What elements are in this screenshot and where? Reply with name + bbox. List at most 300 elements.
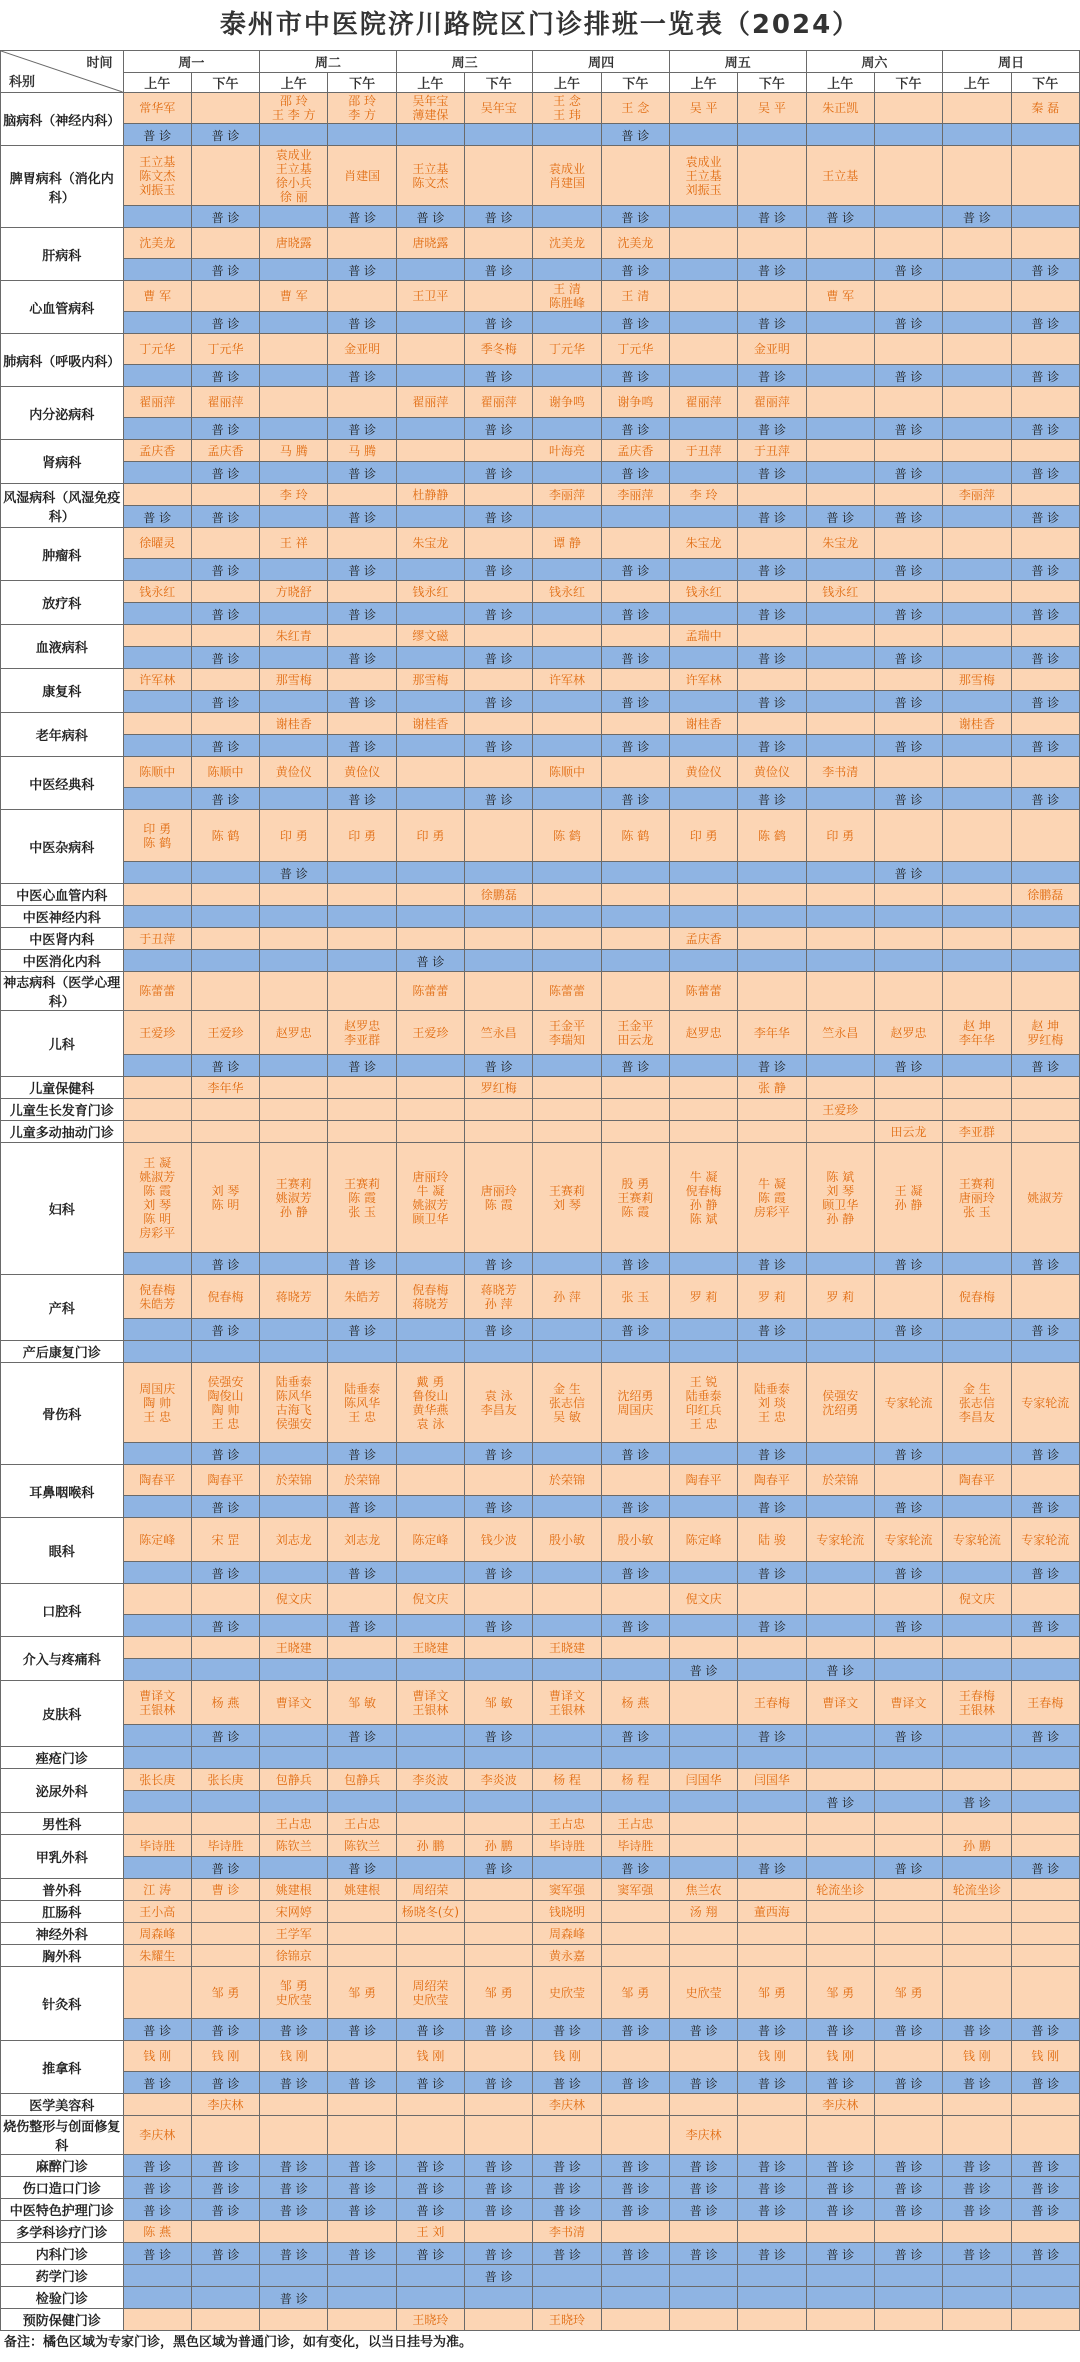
general-clinic-label: 普 诊	[758, 423, 786, 437]
expert-cell	[601, 2221, 669, 2243]
general-clinic-label: 普 诊	[348, 317, 377, 331]
expert-cell: 朱正凯	[806, 93, 874, 124]
general-cell	[738, 950, 806, 972]
general-cell	[874, 603, 942, 625]
table-row	[1, 440, 1080, 462]
expert-cell	[806, 1901, 874, 1923]
general-cell	[874, 2287, 942, 2309]
expert-cell: 倪春梅 朱皓芳	[123, 1275, 191, 1319]
am-header: 上午	[669, 73, 737, 93]
expert-cell	[738, 581, 806, 603]
expert-cell: 翟丽萍	[123, 387, 191, 418]
expert-cell: 朱红青	[260, 625, 328, 647]
expert-cell	[260, 2309, 328, 2331]
expert-cell: 赵 坤 罗红梅	[1011, 1011, 1080, 1055]
expert-cell: 王 清 陈胜峰	[533, 281, 601, 312]
expert-cell	[465, 2221, 533, 2243]
am-header: 上午	[260, 73, 328, 93]
general-cell	[1011, 906, 1080, 928]
expert-cell: 陶春平	[738, 1465, 806, 1496]
expert-cell	[1011, 757, 1080, 788]
department-name: 医学美容科	[1, 2094, 124, 2116]
general-clinic-label: 普 诊	[1031, 2077, 1060, 2091]
expert-cell: 王 祥	[260, 528, 328, 559]
general-cell	[533, 1615, 601, 1637]
department-name: 产后康复门诊	[1, 1341, 124, 1363]
expert-cell	[191, 1121, 259, 1143]
expert-cell: 李书清	[806, 757, 874, 788]
general-clinic-label: 普 诊	[621, 2182, 650, 2196]
general-cell	[123, 2155, 191, 2177]
department-name: 老年病科	[1, 713, 124, 757]
expert-cell: 王春梅	[1011, 1681, 1080, 1725]
expert-cell: 李亚群	[943, 1121, 1011, 1143]
expert-cell: 于丑萍	[123, 928, 191, 950]
general-cell	[396, 735, 464, 757]
general-cell	[328, 259, 396, 281]
expert-cell	[943, 972, 1011, 1011]
page-title: 泰州市中医院济川路院区门诊排班一览表（2024）	[219, 10, 861, 40]
general-cell	[943, 1496, 1011, 1518]
expert-cell	[328, 972, 396, 1011]
general-cell	[601, 1747, 669, 1769]
general-cell	[874, 1253, 942, 1275]
general-clinic-label: 普 诊	[621, 696, 650, 710]
expert-cell	[738, 625, 806, 647]
expert-cell	[669, 2309, 737, 2331]
general-cell	[601, 418, 669, 440]
expert-cell: 罗红梅	[465, 1077, 533, 1099]
general-clinic-label: 普 诊	[1031, 793, 1060, 807]
general-clinic-label: 普 诊	[621, 1620, 650, 1634]
table-row	[1, 1769, 1080, 1791]
table-row	[1, 506, 1080, 528]
expert-cell: 丁元华	[601, 334, 669, 365]
general-clinic-label: 普 诊	[1031, 740, 1060, 754]
expert-cell: 邹 勇	[738, 1967, 806, 2019]
expert-cell: 唐晓露	[396, 228, 464, 259]
general-clinic-label: 普 诊	[484, 1060, 513, 1074]
general-clinic-label: 普 诊	[962, 2204, 991, 2218]
expert-cell	[874, 2116, 942, 2155]
general-cell	[191, 2199, 259, 2221]
expert-cell: 王 清	[601, 281, 669, 312]
expert-cell: 钱少波	[465, 1518, 533, 1562]
general-cell	[874, 2199, 942, 2221]
general-cell	[1011, 1659, 1080, 1681]
expert-cell	[874, 2309, 942, 2331]
pm-header: 下午	[601, 73, 669, 93]
general-clinic-label: 普 诊	[211, 317, 240, 331]
general-cell	[669, 2019, 737, 2041]
general-clinic-label: 普 诊	[484, 2270, 513, 2284]
expert-cell	[806, 928, 874, 950]
general-cell	[260, 2199, 328, 2221]
general-cell	[260, 2072, 328, 2094]
general-cell	[738, 647, 806, 669]
expert-cell	[738, 2221, 806, 2243]
expert-cell	[260, 2116, 328, 2155]
general-cell	[123, 1857, 191, 1879]
general-cell	[601, 2177, 669, 2199]
general-cell	[123, 647, 191, 669]
expert-cell	[806, 2309, 874, 2331]
general-clinic-label: 普 诊	[484, 608, 513, 622]
expert-cell: 邵 玲 王 李 方	[260, 93, 328, 124]
general-cell	[328, 603, 396, 625]
general-cell	[738, 124, 806, 146]
expert-cell	[396, 928, 464, 950]
general-cell	[260, 1747, 328, 1769]
general-cell	[669, 1791, 737, 1813]
general-cell	[328, 1562, 396, 1584]
general-cell	[1011, 1725, 1080, 1747]
expert-cell: 曹译文	[260, 1681, 328, 1725]
general-cell	[328, 1857, 396, 1879]
general-clinic-label: 普 诊	[894, 793, 923, 807]
general-cell	[533, 647, 601, 669]
expert-cell: 王爱珍	[123, 1011, 191, 1055]
expert-cell	[533, 928, 601, 950]
general-cell	[601, 312, 669, 334]
general-cell	[328, 559, 396, 581]
department-name: 眼科	[1, 1518, 124, 1584]
general-clinic-label: 普 诊	[894, 1567, 923, 1581]
table-row	[1, 810, 1080, 862]
general-clinic-label: 普 诊	[484, 264, 513, 278]
general-cell	[191, 735, 259, 757]
expert-cell: 王占忠	[601, 1813, 669, 1835]
footnote: 备注：橘色区域为专家门诊，黑色区域为普通门诊，如有变化，以当日挂号为准。	[4, 2335, 473, 2350]
expert-cell: 宋 罡	[191, 1518, 259, 1562]
general-clinic-label: 普 诊	[758, 1060, 786, 1074]
department-name: 普外科	[1, 1879, 124, 1901]
expert-cell	[601, 884, 669, 906]
general-cell	[601, 206, 669, 228]
general-cell	[1011, 506, 1080, 528]
expert-cell	[328, 2116, 396, 2155]
general-clinic-label: 普 诊	[894, 1501, 923, 1515]
expert-cell: 陆垂泰 刘 琰 王 忠	[738, 1363, 806, 1443]
general-cell	[601, 735, 669, 757]
department-name: 肾病科	[1, 440, 124, 484]
expert-cell: 翟丽萍	[465, 387, 533, 418]
general-cell	[669, 691, 737, 713]
general-cell	[943, 2177, 1011, 2199]
general-clinic-label: 普 诊	[484, 370, 513, 384]
table-row	[1, 418, 1080, 440]
expert-cell	[943, 2116, 1011, 2155]
day-header-sun: 周日	[943, 51, 1080, 73]
expert-cell	[465, 440, 533, 462]
expert-cell: 谢争鸣	[533, 387, 601, 418]
expert-cell	[533, 1584, 601, 1615]
general-cell	[874, 1659, 942, 1681]
general-clinic-label: 普 诊	[211, 793, 240, 807]
department-name: 甲乳外科	[1, 1835, 124, 1879]
expert-cell	[1011, 713, 1080, 735]
expert-cell	[123, 1584, 191, 1615]
expert-cell: 江 涛	[123, 1879, 191, 1901]
expert-cell	[123, 1637, 191, 1659]
general-cell	[669, 259, 737, 281]
general-cell	[123, 2287, 191, 2309]
department-name: 神经外科	[1, 1923, 124, 1945]
expert-cell	[943, 884, 1011, 906]
expert-cell: 李庆林	[533, 2094, 601, 2116]
expert-cell: 罗 莉	[669, 1275, 737, 1319]
department-name: 产科	[1, 1275, 124, 1341]
expert-cell	[874, 281, 942, 312]
expert-cell: 王卫平	[396, 281, 464, 312]
general-cell	[191, 2265, 259, 2287]
general-cell	[806, 1443, 874, 1465]
table-row	[1, 387, 1080, 418]
expert-cell: 杨晓冬(女)	[396, 1901, 464, 1923]
general-cell	[191, 2177, 259, 2199]
expert-cell: 肖建国	[328, 146, 396, 206]
expert-cell: 曹 军	[123, 281, 191, 312]
expert-cell	[943, 334, 1011, 365]
general-cell	[533, 1562, 601, 1584]
general-cell	[191, 691, 259, 713]
general-cell	[738, 1659, 806, 1681]
table-row	[1, 1835, 1080, 1857]
pm-header: 下午	[465, 73, 533, 93]
expert-cell	[943, 1769, 1011, 1791]
expert-cell: 孟庆香	[191, 440, 259, 462]
expert-cell: 沈美龙	[123, 228, 191, 259]
expert-cell	[943, 2221, 1011, 2243]
expert-cell: 朱宝龙	[806, 528, 874, 559]
general-cell	[943, 312, 1011, 334]
expert-cell: 王 念 王 玮	[533, 93, 601, 124]
general-cell	[191, 506, 259, 528]
expert-cell	[191, 2309, 259, 2331]
general-cell	[465, 906, 533, 928]
table-row	[1, 2177, 1080, 2199]
general-cell	[191, 788, 259, 810]
expert-cell	[328, 1945, 396, 1967]
expert-cell	[260, 387, 328, 418]
expert-cell: 窦军强	[601, 1879, 669, 1901]
expert-cell: 倪文庆	[260, 1584, 328, 1615]
expert-cell: 徐鹏磊	[1011, 884, 1080, 906]
expert-cell: 专家轮流	[874, 1518, 942, 1562]
general-cell	[465, 1319, 533, 1341]
table-row	[1, 1637, 1080, 1659]
general-clinic-label: 普 诊	[962, 2024, 991, 2038]
general-clinic-label: 普 诊	[758, 1620, 786, 1634]
expert-cell: 闫国华	[738, 1769, 806, 1791]
expert-cell: 王晓玲	[533, 2309, 601, 2331]
general-clinic-label: 普 诊	[621, 1730, 650, 1744]
general-clinic-label: 普 诊	[1031, 696, 1060, 710]
general-cell	[669, 1443, 737, 1465]
general-cell	[943, 906, 1011, 928]
general-clinic-label: 普 诊	[211, 608, 240, 622]
expert-cell: 邹 勇	[465, 1967, 533, 2019]
department-name: 心血管病科	[1, 281, 124, 334]
expert-cell	[191, 528, 259, 559]
general-cell	[533, 788, 601, 810]
table-row	[1, 1967, 1080, 2019]
expert-cell: 侯强安 沈绍勇	[806, 1363, 874, 1443]
expert-cell: 汤 翔	[669, 1901, 737, 1923]
time-label: 时间	[86, 56, 113, 71]
expert-cell	[806, 713, 874, 735]
expert-cell	[465, 810, 533, 862]
table-row	[1, 93, 1080, 124]
general-cell	[1011, 2072, 1080, 2094]
general-clinic-label: 普 诊	[962, 2248, 991, 2262]
expert-cell	[191, 713, 259, 735]
expert-cell	[191, 1901, 259, 1923]
general-cell	[806, 2265, 874, 2287]
general-clinic-label: 普 诊	[894, 264, 923, 278]
general-cell	[396, 2243, 464, 2265]
expert-cell	[874, 1584, 942, 1615]
general-cell	[533, 950, 601, 972]
table-row	[1, 2019, 1080, 2041]
general-clinic-label: 普 诊	[689, 2160, 718, 2174]
table-row	[1, 1791, 1080, 1813]
general-cell	[396, 691, 464, 713]
general-cell	[1011, 124, 1080, 146]
general-clinic-label: 普 诊	[1031, 652, 1060, 666]
expert-cell	[669, 2221, 737, 2243]
general-cell	[260, 1857, 328, 1879]
expert-cell	[669, 334, 737, 365]
general-clinic-label: 普 诊	[1031, 2182, 1060, 2196]
expert-cell: 邹 敏	[465, 1681, 533, 1725]
expert-cell: 王占忠	[260, 1813, 328, 1835]
general-cell	[1011, 2177, 1080, 2199]
expert-cell: 曹 诊	[191, 1879, 259, 1901]
general-cell	[738, 1443, 806, 1465]
expert-cell	[123, 2309, 191, 2331]
general-cell	[943, 1659, 1011, 1681]
expert-cell	[874, 228, 942, 259]
expert-cell: 王立基 陈文杰	[396, 146, 464, 206]
expert-cell	[328, 528, 396, 559]
expert-cell	[396, 1121, 464, 1143]
general-cell	[533, 2019, 601, 2041]
general-cell	[669, 312, 737, 334]
general-clinic-label: 普 诊	[758, 696, 786, 710]
general-cell	[806, 906, 874, 928]
general-cell	[123, 259, 191, 281]
expert-cell	[806, 884, 874, 906]
expert-cell: 谢桂香	[943, 713, 1011, 735]
expert-cell	[874, 2094, 942, 2116]
general-cell	[533, 1659, 601, 1681]
general-clinic-label: 普 诊	[962, 1796, 991, 1810]
general-cell	[465, 1496, 533, 1518]
table-row	[1, 1813, 1080, 1835]
expert-cell	[943, 1967, 1011, 2019]
general-clinic-label: 普 诊	[621, 1060, 650, 1074]
general-clinic-label: 普 诊	[621, 1324, 650, 1338]
expert-cell: 史欣莹	[533, 1967, 601, 2019]
general-cell	[601, 1055, 669, 1077]
expert-cell: 陈定峰	[669, 1518, 737, 1562]
expert-cell: 翟丽萍	[738, 387, 806, 418]
expert-cell: 孙 萍	[533, 1275, 601, 1319]
expert-cell	[123, 713, 191, 735]
department-name: 妇科	[1, 1143, 124, 1275]
expert-cell	[123, 1077, 191, 1099]
general-cell	[191, 124, 259, 146]
expert-cell: 翟丽萍	[669, 387, 737, 418]
general-cell	[533, 462, 601, 484]
general-clinic-label: 普 诊	[758, 264, 786, 278]
general-cell	[260, 788, 328, 810]
expert-cell: 专家轮流	[943, 1518, 1011, 1562]
general-cell	[601, 2265, 669, 2287]
department-name: 泌尿外科	[1, 1769, 124, 1813]
general-cell	[533, 603, 601, 625]
expert-cell: 陆垂泰 陈风华 王 忠	[328, 1363, 396, 1443]
expert-cell	[191, 484, 259, 506]
expert-cell	[601, 713, 669, 735]
expert-cell	[806, 1077, 874, 1099]
general-clinic-label: 普 诊	[621, 423, 650, 437]
general-cell	[1011, 788, 1080, 810]
expert-cell: 吴年宝 薄建保	[396, 93, 464, 124]
expert-cell	[465, 928, 533, 950]
general-clinic-label: 普 诊	[621, 608, 650, 622]
table-row	[1, 1681, 1080, 1725]
general-cell	[191, 1659, 259, 1681]
general-clinic-label: 普 诊	[348, 2077, 377, 2091]
general-cell	[328, 124, 396, 146]
expert-cell	[806, 625, 874, 647]
expert-cell: 沈美龙	[601, 228, 669, 259]
expert-cell: 刘志龙	[328, 1518, 396, 1562]
general-clinic-label: 普 诊	[826, 2024, 855, 2038]
general-cell	[669, 862, 737, 884]
expert-cell: 曹译文 王银林	[533, 1681, 601, 1725]
general-cell	[601, 1253, 669, 1275]
general-clinic-label: 普 诊	[484, 2024, 513, 2038]
general-cell	[465, 1857, 533, 1879]
expert-cell: 窦军强	[533, 1879, 601, 1901]
general-clinic-label: 普 诊	[484, 1620, 513, 1634]
general-cell	[738, 1791, 806, 1813]
general-clinic-label: 普 诊	[894, 652, 923, 666]
general-cell	[806, 788, 874, 810]
expert-cell: 吴 平	[738, 93, 806, 124]
expert-cell	[669, 1077, 737, 1099]
department-name: 检验门诊	[1, 2287, 124, 2309]
general-clinic-label: 普 诊	[211, 564, 240, 578]
expert-cell: 孟庆香	[123, 440, 191, 462]
expert-cell	[465, 281, 533, 312]
table-row	[1, 1253, 1080, 1275]
general-cell	[874, 206, 942, 228]
general-clinic-label: 普 诊	[279, 2292, 308, 2306]
general-clinic-label: 普 诊	[211, 1862, 240, 1876]
expert-cell: 李丽萍	[943, 484, 1011, 506]
general-cell	[465, 691, 533, 713]
expert-cell: 谢争鸣	[601, 387, 669, 418]
general-clinic-label: 普 诊	[279, 2248, 308, 2262]
expert-cell: 宋网婷	[260, 1901, 328, 1923]
expert-cell: 陈 鹤	[738, 810, 806, 862]
expert-cell	[943, 440, 1011, 462]
expert-cell: 孟庆香	[601, 440, 669, 462]
